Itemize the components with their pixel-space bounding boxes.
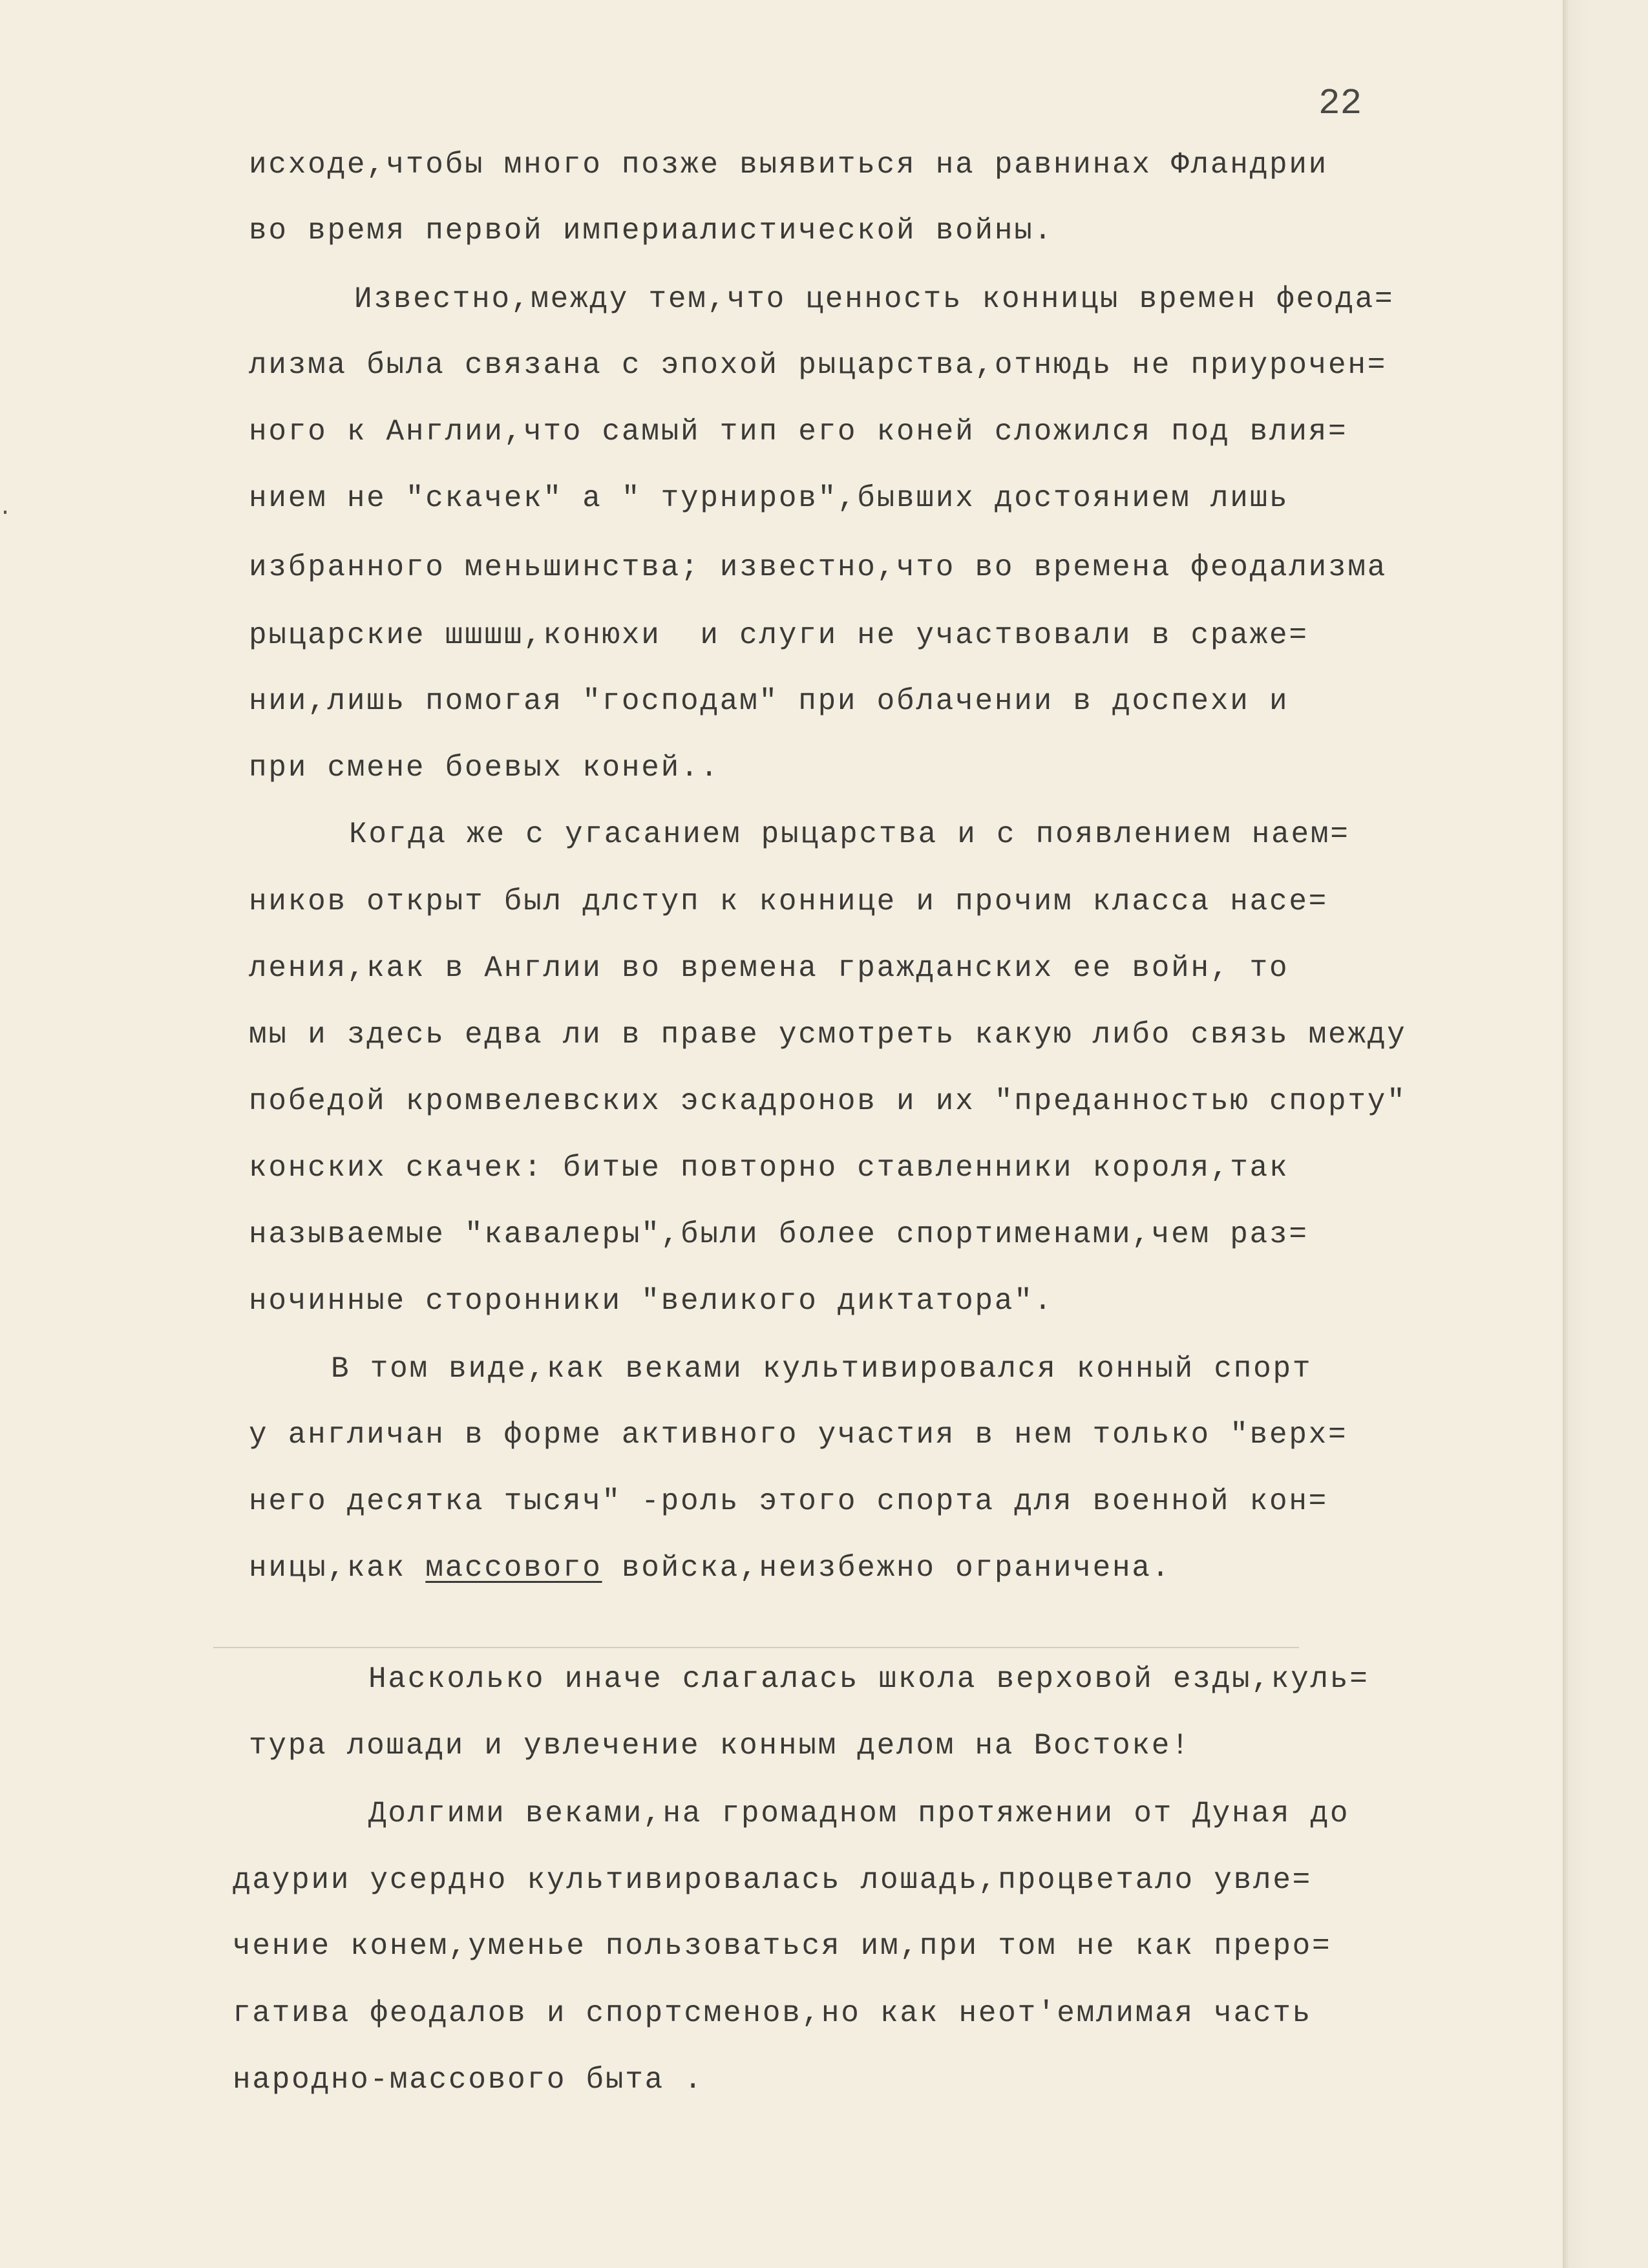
text-line: даурии усердно культивировалась лошадь,процветало увле= [233,1863,1313,1897]
text-line: тура лошади и увлечение конным делом на Востоке! [249,1729,1191,1763]
text-line: у англичан в форме активного участия в нем только "верх= [249,1418,1348,1452]
text-line: исходе,чтобы много позже выявиться на равнинах Фландрии [249,148,1329,182]
margin-mark [4,511,6,514]
page-edge [1563,0,1648,2268]
text-line: нием не "скачек" а " турниров",бывших достоянием лишь [249,482,1289,515]
text-line: ночинные сторонники "великого диктатора". [249,1284,1053,1318]
text-line: победой кромвелевских эскадронов и их "преданностью спорту" [249,1085,1407,1118]
text-line: В том виде,как веками культивировался конный спорт [331,1352,1313,1386]
text-line: при смене боевых коней.. [249,751,720,785]
page-number: 22 [1318,83,1362,124]
text-line: чение конем,уменье пользоваться им,при том не как преро= [233,1929,1332,1963]
text-fragment: войска,неизбежно ограничена. [602,1551,1172,1585]
paper-fold-line [213,1647,1299,1648]
text-line: Насколько иначе слагалась школа верховой езды,куль= [368,1662,1369,1696]
text-line: во время первой империалистической войны. [249,214,1053,248]
text-line: ников открыт был длступ к коннице и прочим класса насе= [249,885,1329,918]
text-line: называемые "кавалеры",были более спортименами,чем раз= [249,1218,1309,1251]
text-line: Известно,между тем,что ценность конницы времен феода= [354,282,1395,316]
text-line: народно-массового быта . [233,2063,704,2097]
text-fragment: ницы,как [249,1551,426,1585]
text-line: ного к Англии,что самый тип его коней сложился под влия= [249,415,1348,449]
text-line: рыцарские шшшш,конюхи и слуги не участвовали в сраже= [249,619,1309,652]
text-line: него десятка тысяч" -роль этого спорта для военной кон= [249,1485,1329,1518]
text-line: ления,как в Англии во времена гражданских ее войн, то [249,951,1289,985]
text-line: Долгими веками,на громадном протяжении от Дуная до [368,1797,1350,1830]
text-line: конских скачек: битые повторно ставленники короля,так [249,1151,1289,1185]
text-line: нии,лишь помогая "господам" при облачении в доспехи и [249,684,1289,718]
text-line: избранного меньшинства; известно,что во времена феодализма [249,551,1388,584]
text-line: мы и здесь едва ли в праве усмотреть какую либо связь между [249,1018,1407,1052]
text-line: Когда же с угасанием рыцарства и с появлением наем= [349,818,1350,851]
text-line: гатива феодалов и спортсменов,но как неот'емлимая часть [233,1997,1313,2030]
text-line [249,1553,1171,1583]
text-line: лизма была связана с эпохой рыцарства,отнюдь не приурочен= [249,348,1388,382]
underlined-word: массового [425,1551,602,1585]
